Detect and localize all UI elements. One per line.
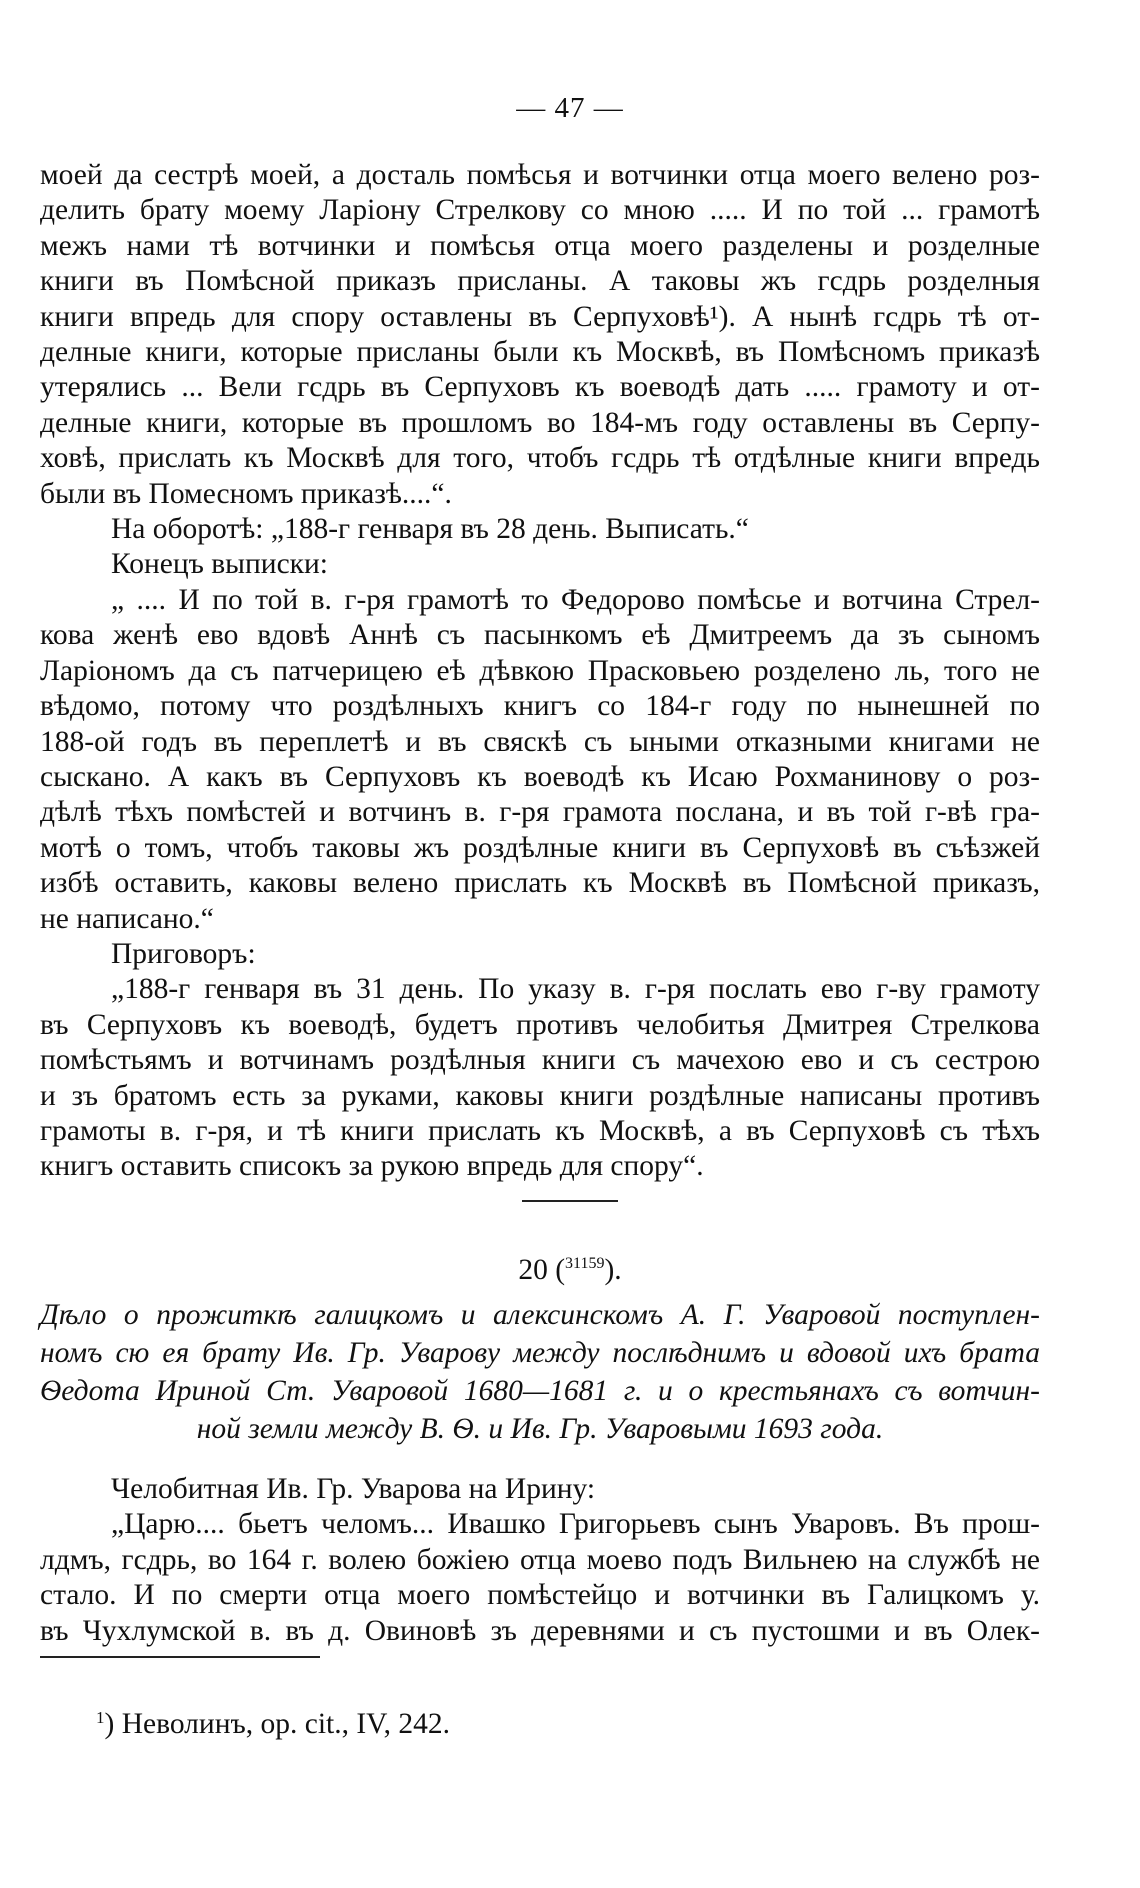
- title-line: номъ сю ея брату Ив. Гр. Уварову между послѣднимъ и вдовой ихъ брата: [40, 1337, 1040, 1369]
- text-line: утерялись ... Вели гсдрь въ Серпуховъ къ воеводѣ дать ..... грамоту и от-: [40, 371, 1040, 404]
- prigovor-label: Приговоръ:: [111, 937, 256, 970]
- text-line: стало. И по смерти отца моего помѣстейцо и вотчинки въ Галицкомъ у.: [40, 1579, 1040, 1612]
- title-line: ной земли между В. Ѳ. и Ив. Гр. Уваровыми 1693 года.: [196, 1413, 884, 1445]
- section-number-close: ).: [604, 1254, 622, 1286]
- text-line: книги въ Помѣсной приказъ присланы. А таковы жъ гсдрь розделныя: [40, 265, 1040, 298]
- section-divider: [522, 1200, 618, 1202]
- section-number-superscript: 31159: [565, 1255, 605, 1272]
- text-line: межъ нами тѣ вотчинки и помѣсья отца моего разделены и розделные: [40, 229, 1040, 262]
- chelobitnaya-label: Челобитная Ив. Гр. Уварова на Ирину:: [111, 1473, 596, 1505]
- text-line: лдмъ, гсдрь, во 164 г. волею божіею отца моево подъ Вильнею на службѣ не: [40, 1543, 1040, 1576]
- text-line: делные книги, которые присланы были къ Москвѣ, въ Помѣсномъ приказѣ: [40, 336, 1040, 369]
- oborot-note: На оборотѣ: „188-г генваря въ 28 день. Выписать.“: [111, 513, 749, 546]
- text-line: книги впредь для спору оставлены въ Серпуховѣ¹). А нынѣ гсдрь тѣ от-: [40, 300, 1040, 333]
- text-line: мотѣ о томъ, чтобъ таковы жъ роздѣлные книги въ Серпуховѣ въ съѣзжей: [40, 831, 1040, 864]
- text-line: помѣстьямъ и вотчинамъ роздѣлныя книги съ мачехою ево и съ сестрою: [40, 1044, 1040, 1077]
- text-line: грамоты в. г-ря, и тѣ книги прислать къ Москвѣ, а въ Серпуховѣ съ тѣхъ: [40, 1114, 1040, 1147]
- text-line: 188-ой годъ въ переплетѣ и въ свяскѣ съ ыными отказными книгами не: [40, 725, 1040, 758]
- text-line: делить брату моему Ларіону Стрелкову со мною ..... И по той ... грамотѣ: [40, 194, 1040, 227]
- petition-text-block: [40, 1472, 1040, 1649]
- text-line: дѣлѣ тѣхъ помѣстей и вотчинъ в. г-ря грамота послана, и въ той г-вѣ гра-: [40, 796, 1040, 829]
- text-line: делные книги, которые въ прошломъ во 184-мъ году оставлены въ Серпу-: [40, 406, 1040, 439]
- text-line: были въ Помесномъ приказѣ....“.: [40, 477, 452, 510]
- text-line: „188-г генваря въ 31 день. По указу в. г-ря послать ево г-ву грамоту: [111, 973, 1040, 1006]
- text-line: „ .... И по той в. г-ря грамотѣ то Федорово помѣсье и вотчина Стрел-: [111, 583, 1040, 616]
- text-line: „Царю.... бьетъ челомъ... Ивашко Григорьевъ сынъ Уваровъ. Въ прош-: [111, 1508, 1040, 1541]
- text-line: въ Серпуховъ къ воеводѣ, будетъ противъ челобитья Дмитрея Стрелкова: [40, 1008, 1040, 1041]
- page-number: — 47 —: [516, 92, 624, 124]
- footnote-divider: [40, 1656, 320, 1658]
- text-line: въ Чухлумской в. въ д. Овиновѣ зъ деревнями и съ пустошми и въ Олек-: [40, 1614, 1040, 1647]
- section-title: [40, 1296, 1040, 1448]
- text-line: книгъ оставить списокъ за рукою впредь для спору“.: [40, 1150, 704, 1183]
- footnote-line: [40, 1700, 1040, 1742]
- text-line: избѣ оставить, каковы велено прислать къ Москвѣ въ Помѣсной приказъ,: [40, 867, 1040, 900]
- title-line: Дѣло о прожиткѣ галицкомъ и алексинскомъ А. Г. Уваровой поступлен-: [40, 1299, 1040, 1331]
- title-line: Ѳедота Ириной Ст. Уваровой 1680—1681 г. и о крестьянахъ съ вотчин-: [40, 1375, 1040, 1407]
- text-line: и зъ братомъ есть за руками, каковы книги роздѣлные написаны противъ: [40, 1079, 1040, 1112]
- text-line: сыскано. А какъ въ Серпуховъ къ воеводѣ къ Исаю Рохманинову о роз-: [40, 760, 1040, 793]
- text-line: вѣдомо, потому что роздѣлныхъ книгъ со 184-г году по нынешней по: [40, 690, 1040, 723]
- text-line: кова женѣ ево вдовѣ Аннѣ съ пасынкомъ еѣ Дмитреемъ да зъ сыномъ: [40, 619, 1040, 652]
- text-line: Ларіономъ да съ патчерицею еѣ дѣвкою Прасковьею розделено ль, того не: [40, 654, 1040, 687]
- footnote-mark: 1: [96, 1708, 105, 1727]
- text-line: моей да сестрѣ моей, а досталь помѣсья и вотчинки отца моего велено роз-: [40, 159, 1040, 191]
- footnote-text: ) Неволинъ, op. cit., IV, 242.: [104, 1708, 451, 1740]
- section-number: [0, 1254, 1140, 1287]
- footnote: [40, 1700, 1040, 1742]
- section-number-text: 20 (: [518, 1254, 566, 1286]
- text-line: не написано.“: [40, 902, 214, 935]
- main-text-block: [40, 158, 1040, 1185]
- text-line: ховѣ, прислать къ Москвѣ для того, чтобъ гсдрь тѣ отдѣлные книги впредь: [40, 442, 1040, 475]
- konets-label: Конецъ выписки:: [111, 548, 328, 581]
